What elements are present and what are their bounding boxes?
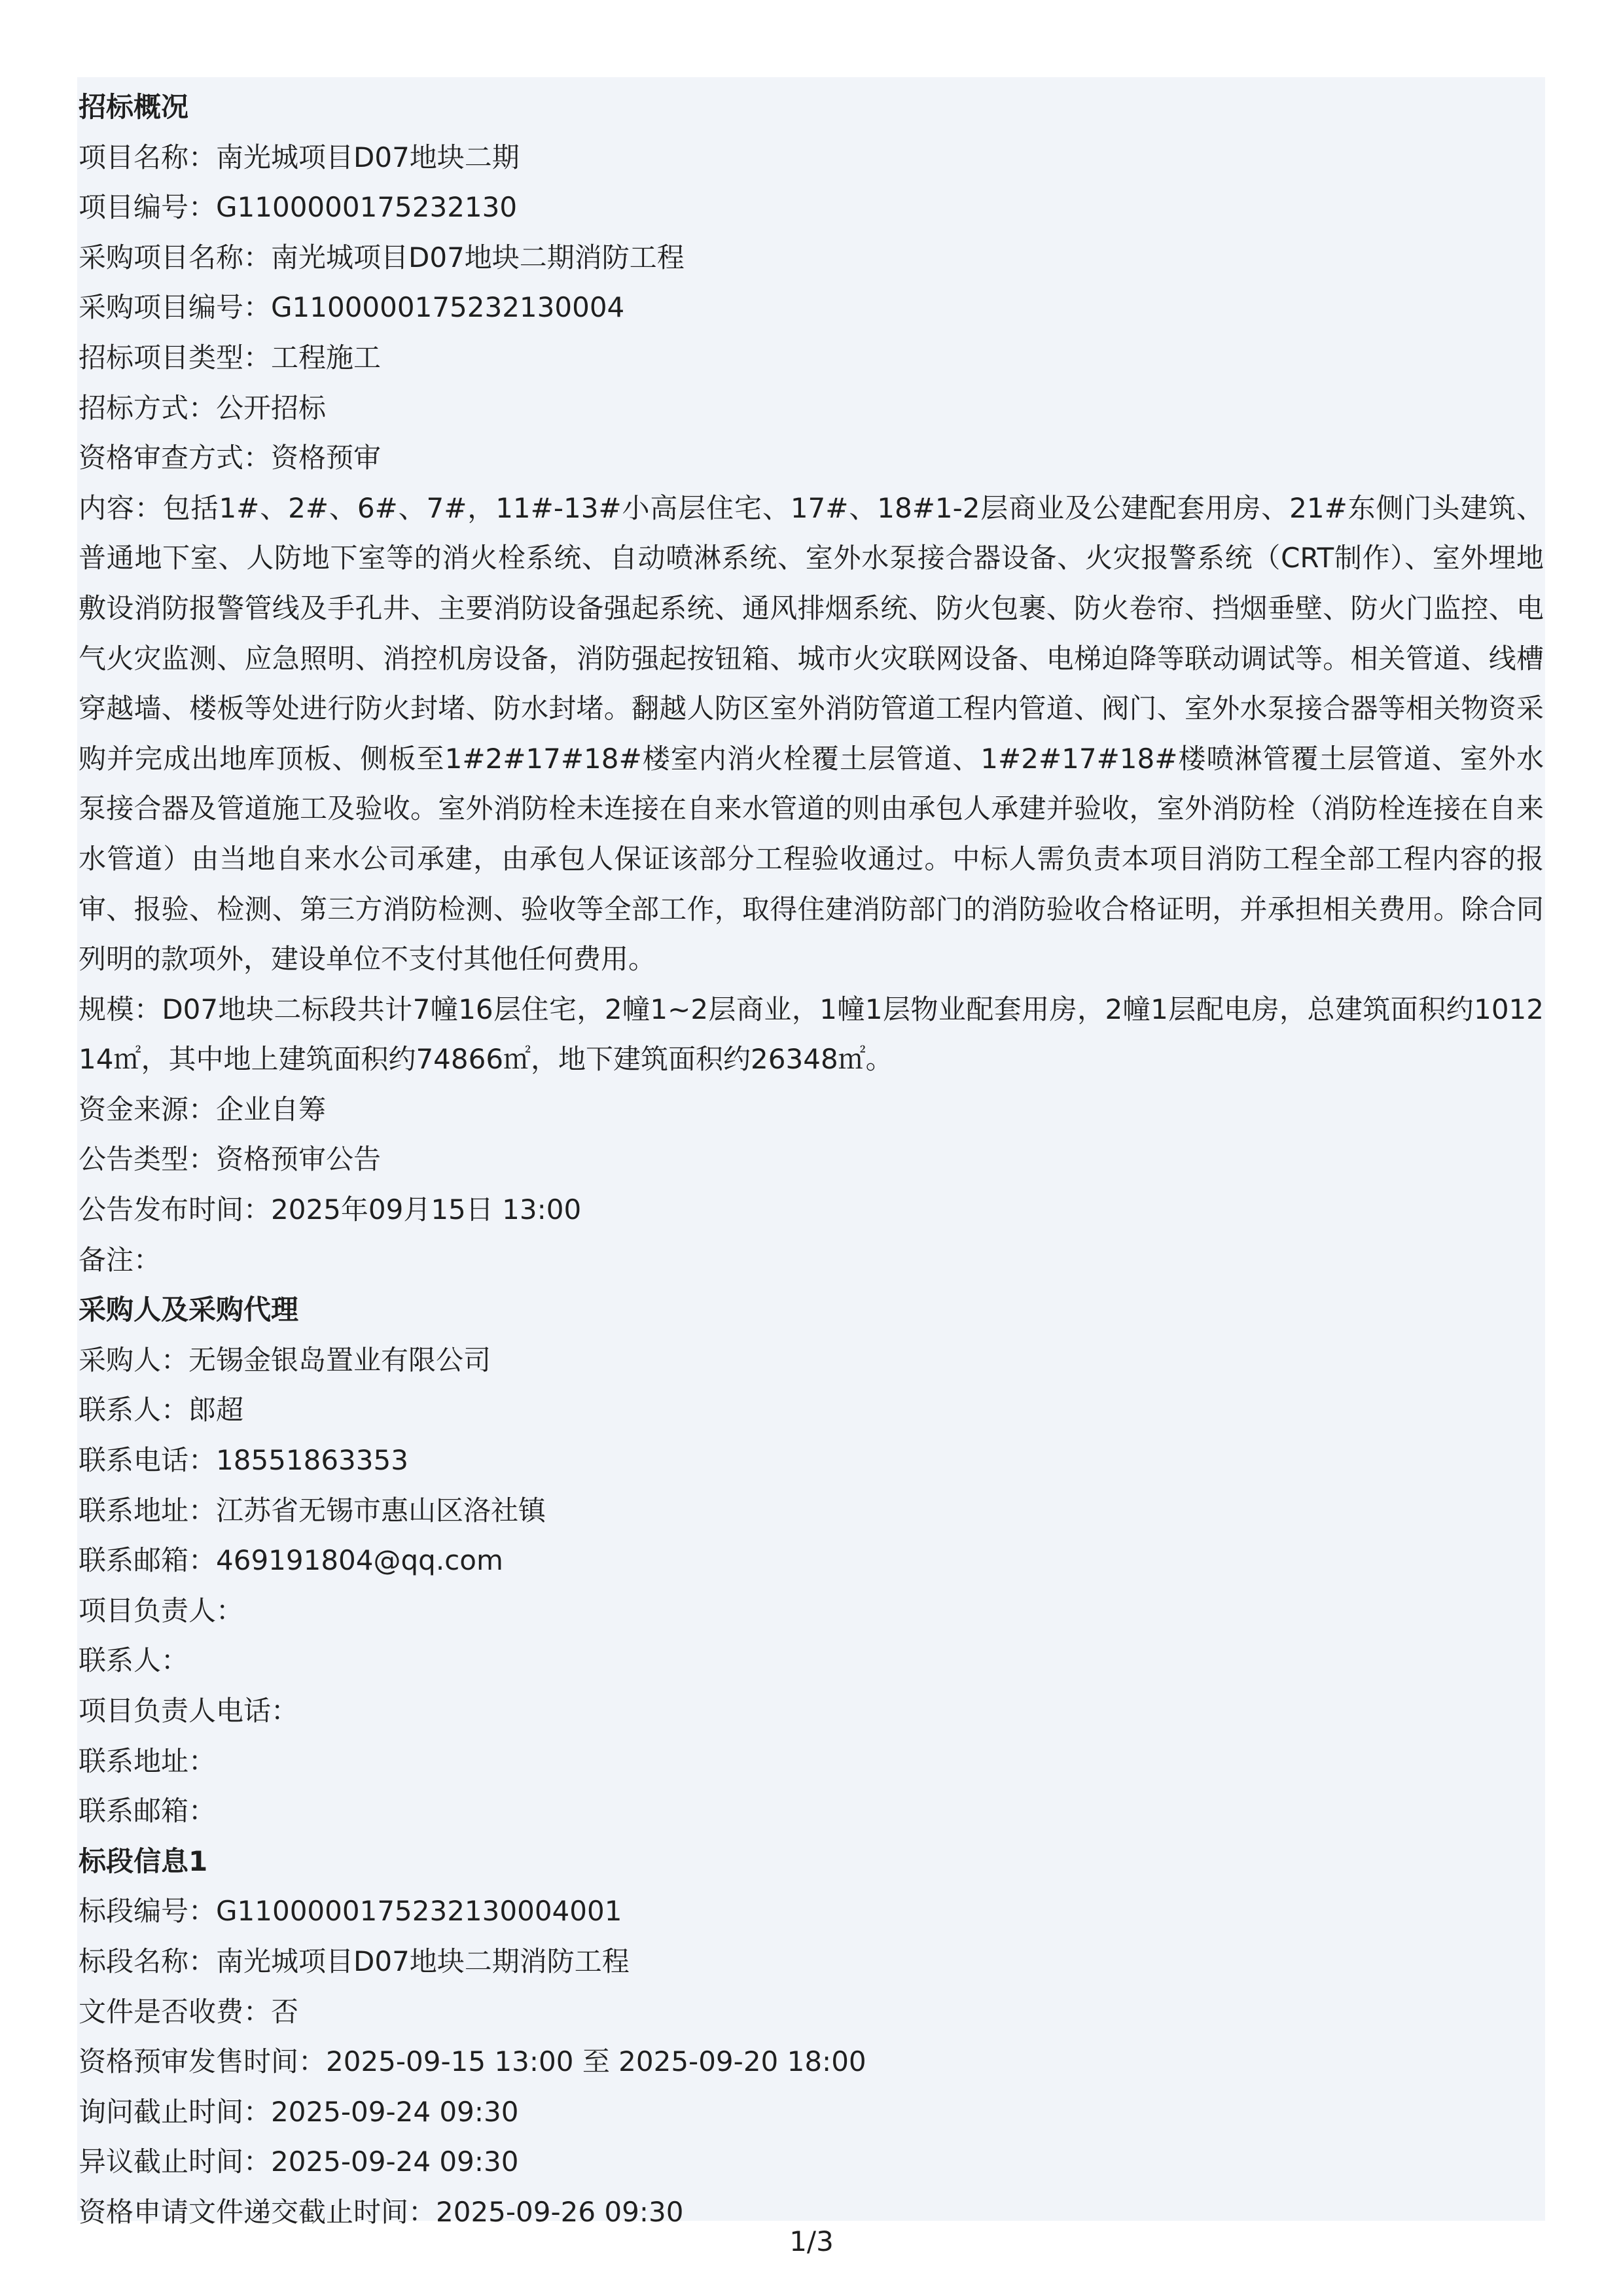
purchaser-name: 采购人：无锡金银岛置业有限公司 — [79, 1343, 491, 1376]
purchaser-email: 联系邮箱：469191804@qq.com — [79, 1544, 503, 1577]
section-heading-lot1: 标段信息1 — [79, 1845, 208, 1877]
remarks: 备注： — [79, 1243, 162, 1276]
submission-deadline: 资格申请文件递交截止时间：2025-09-26 09:30 — [79, 2195, 684, 2228]
fund-source: 资金来源：企业自筹 — [79, 1093, 327, 1125]
project-leader-phone: 项目负责人电话： — [79, 1695, 299, 1727]
bid-method: 招标方式：公开招标 — [79, 391, 327, 424]
section-heading-purchaser: 采购人及采购代理 — [79, 1294, 299, 1326]
project-code: 项目编号：G1100000175232130 — [79, 191, 518, 224]
objection-deadline: 异议截止时间：2025-09-24 09:30 — [79, 2146, 519, 2178]
page-number: 1/3 — [789, 2225, 834, 2257]
project-content: 内容：包括1#、2#、6#、7#，11#-13#小高层住宅、17#、18#1-2层商业及公建配套用房、21#东侧门头建筑、普通地下室、人防地下室等的消火栓系统、自动喷淋系统、室外水泵接合器设备、火灾报警系统（CRT制作）、室外埋地敷设消防报警管线及手孔井、主要消防设备强起系统、通风排烟系统、防火包裹、防火卷帘、挡烟垂壁、防火门监控、电气火灾监测、应急照明、消控机房设备，消防强起按钮箱、城市火灾联网设备、电梯迫降等联动调试等。相关管道、线槽穿越墙、楼板等处进行防火封堵、防水封堵。翻越人防区室外消防管道工程内管道、阀门、室外水泵接合器等相关物资采购并完成出地库顶板、侧板至1#2#17#18#楼室内消火栓覆土层管道、1#2#17#18#楼喷淋管覆土层管道、室外水泵接合器及管道施工及验收。室外消防栓未连接在自来水管道的则由承包人承建并验收，室外消防栓（消防栓连接在自来水管道）由当地自来水公司承建，由承包人保证该部分工程验收通过。中标人需负责本项目消防工程全部工程内容的报审、报验、检测、第三方消防检测、验收等全部工作，取得住建消防部门的消防验收合格证明，并承担相关费用。除合同列明的款项外，建设单位不支付其他任何费用。 — [79, 491, 1544, 976]
document-fee: 文件是否收费：否 — [79, 1995, 299, 2028]
purchase-project-code: 采购项目编号：G1100000175232130004 — [79, 291, 625, 324]
section-heading-overview: 招标概况 — [79, 91, 189, 123]
purchase-project-name: 采购项目名称：南光城项目D07地块二期消防工程 — [79, 241, 685, 274]
inquiry-deadline: 询问截止时间：2025-09-24 09:30 — [79, 2095, 519, 2128]
lot-code: 标段编号：G1100000175232130004001 — [79, 1895, 622, 1928]
project-leader: 项目负责人： — [79, 1594, 244, 1627]
lot-name: 标段名称：南光城项目D07地块二期消防工程 — [79, 1945, 630, 1977]
bid-project-type: 招标项目类型：工程施工 — [79, 341, 382, 374]
notice-type: 公告类型：资格预审公告 — [79, 1143, 382, 1176]
prequalification-sale-time: 资格预审发售时间：2025-09-15 13:00 至 2025-09-20 18:00 — [79, 2045, 866, 2078]
project-name: 项目名称：南光城项目D07地块二期 — [79, 141, 520, 173]
agent-contact: 联系人： — [79, 1644, 189, 1677]
publish-time: 公告发布时间：2025年09月15日 13:00 — [79, 1193, 582, 1226]
agent-email: 联系邮箱： — [79, 1795, 217, 1828]
qualification-method: 资格审查方式：资格预审 — [79, 442, 382, 474]
purchaser-contact: 联系人：郎超 — [79, 1394, 244, 1426]
purchaser-address: 联系地址：江苏省无锡市惠山区洛社镇 — [79, 1494, 546, 1527]
agent-address: 联系地址： — [79, 1744, 217, 1777]
project-scale: 规模：D07地块二标段共计7幢16层住宅，2幢1~2层商业，1幢1层物业配套用房，2幢1层配电房，总建筑面积约101214㎡，其中地上建筑面积约74866㎡，地下建筑面积约26348㎡。 — [79, 993, 1544, 1076]
document-content — [77, 77, 1545, 2228]
purchaser-phone: 联系电话：18551863353 — [79, 1444, 408, 1477]
